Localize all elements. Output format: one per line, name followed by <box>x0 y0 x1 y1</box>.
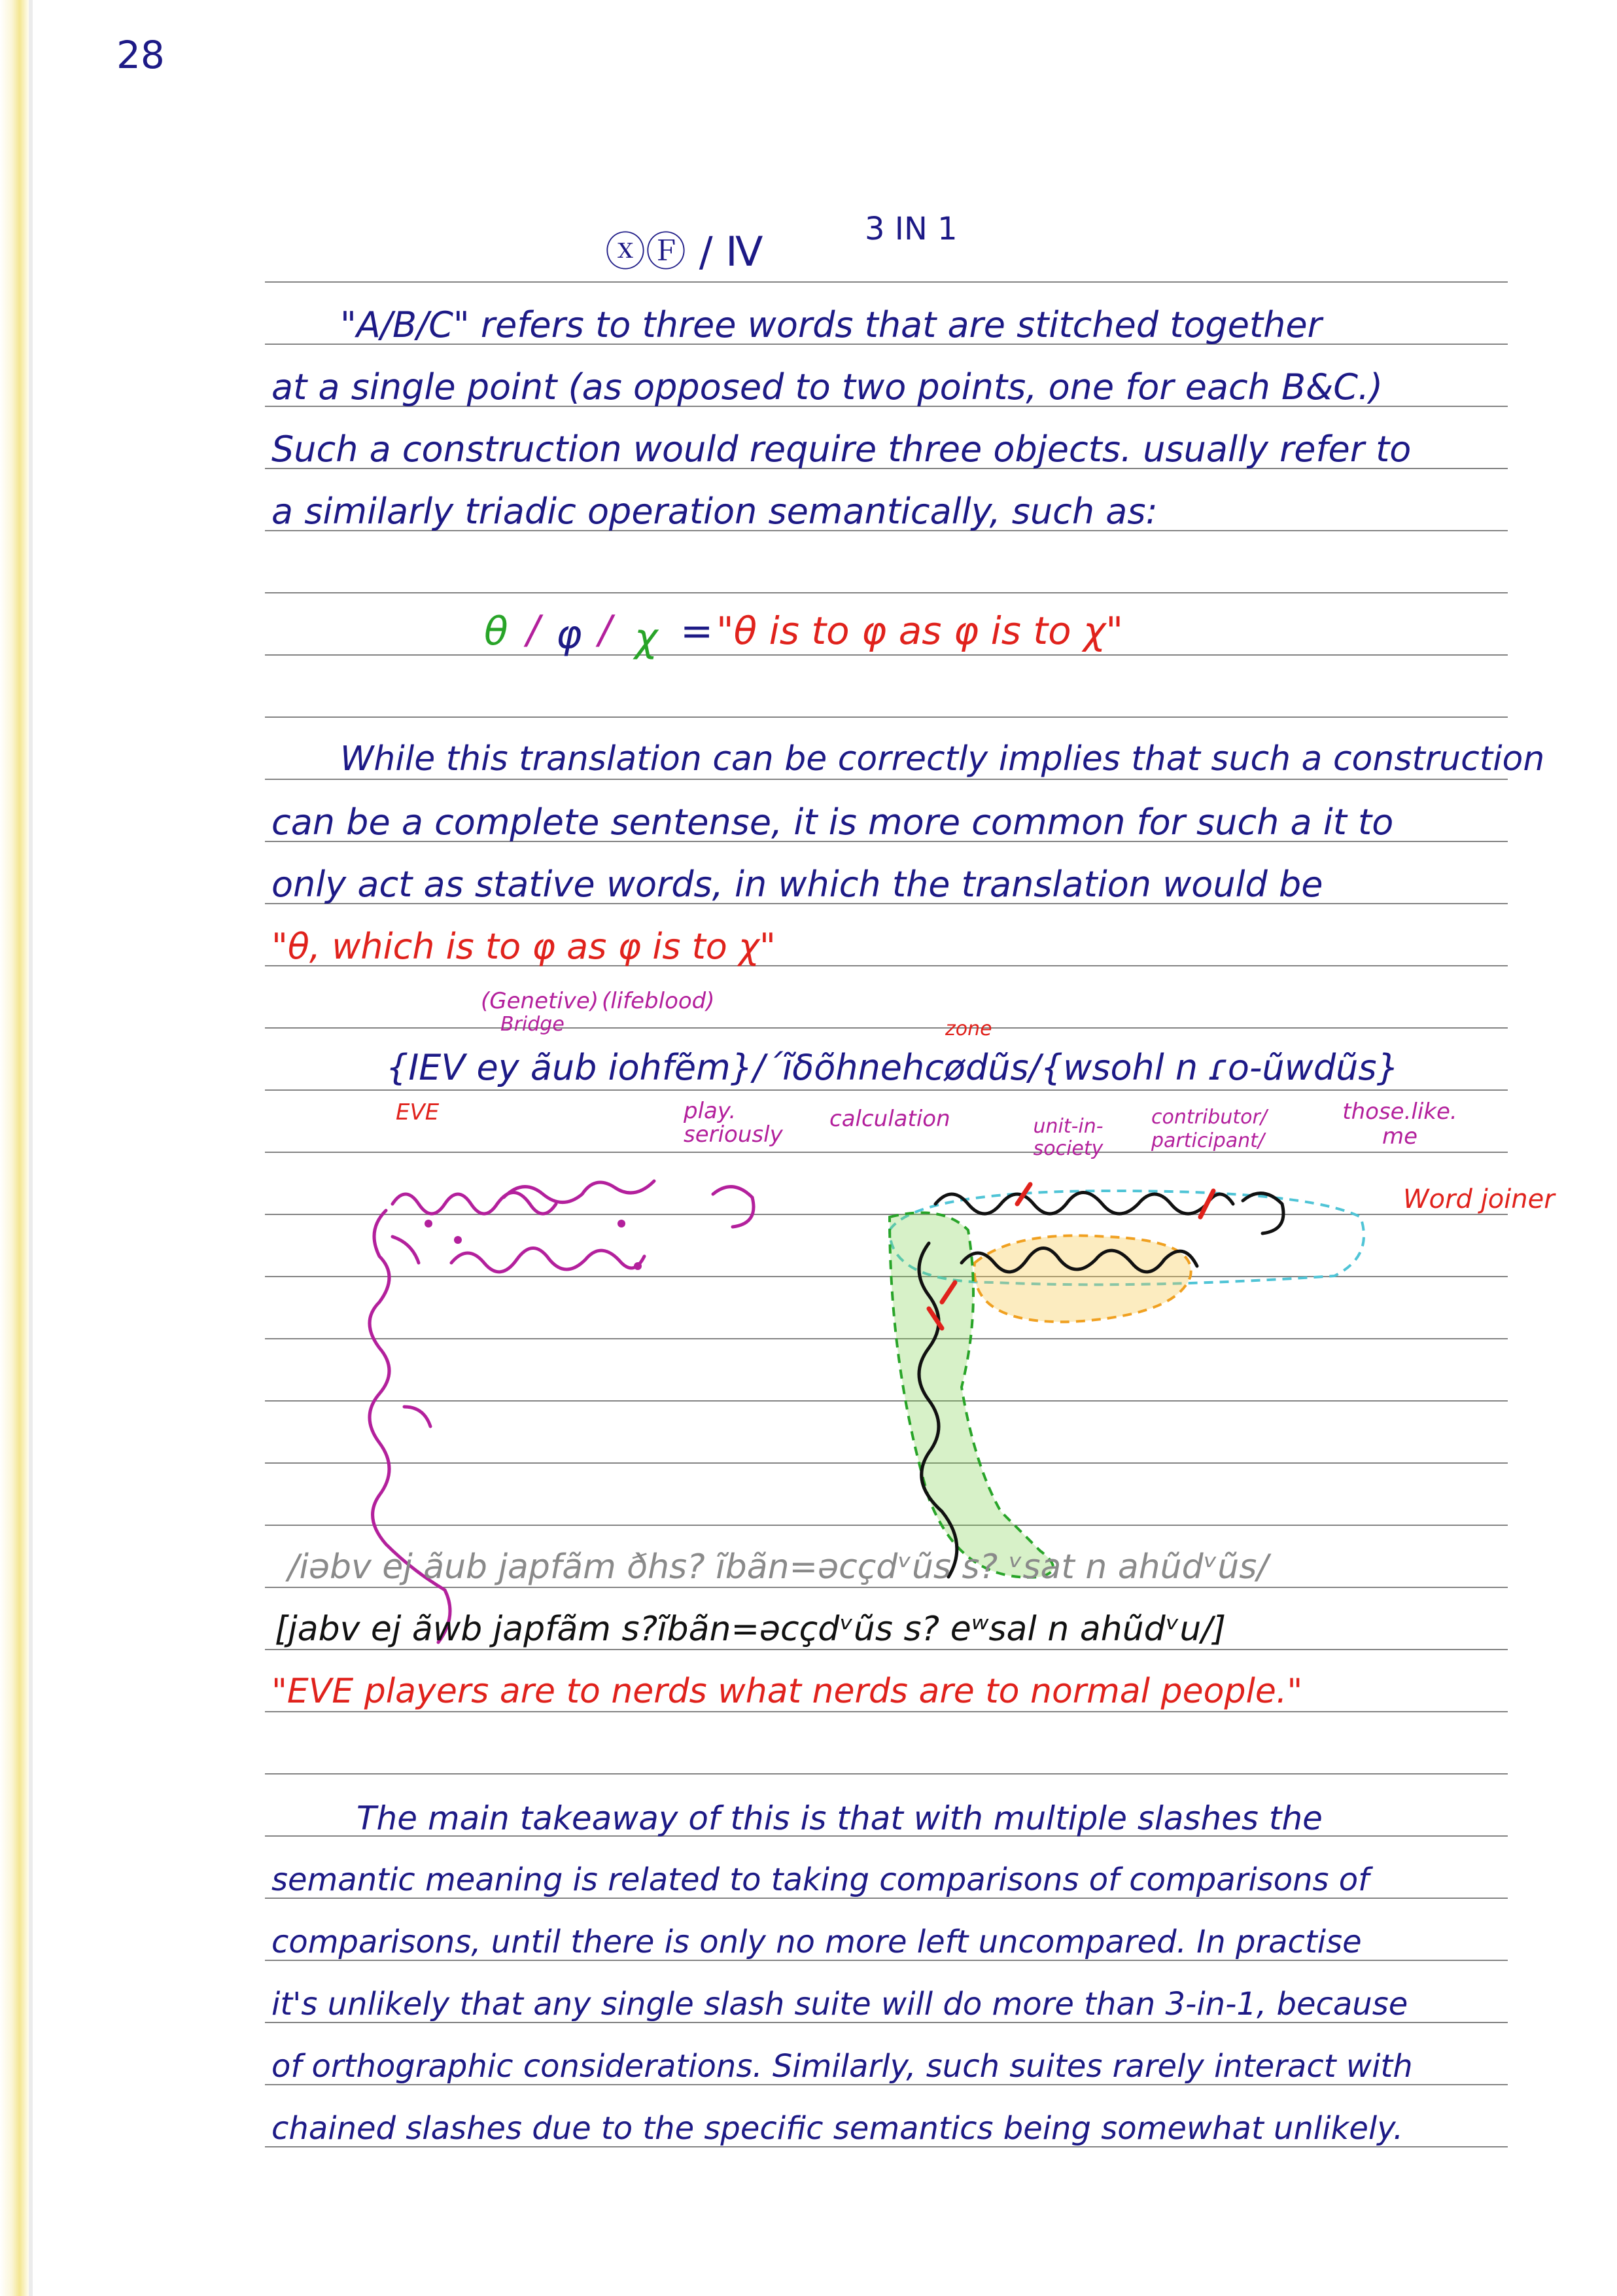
gloss-eve: EVE <box>396 1099 440 1125</box>
page-number: 28 <box>116 33 165 77</box>
gloss-bridge: Bridge <box>500 1013 565 1036</box>
paragraph2-line: While this translation can be correctly implies that such a construction <box>340 739 1545 779</box>
formula-theta: θ <box>484 609 508 654</box>
gloss-unit-in-society: unit-in-society <box>1033 1115 1104 1160</box>
formula-slash: / <box>527 607 540 653</box>
paragraph1-line: Such a construction would require three objects. usually refer to <box>271 429 1412 470</box>
formula-translation: "θ is to φ as φ is to χ" <box>716 609 1124 653</box>
paragraph3-line: semantic meaning is related to taking comparisons of comparisons of <box>271 1862 1370 1898</box>
formula-phi: φ <box>556 612 582 658</box>
formula-equals: = <box>680 609 714 654</box>
paragraph1-line: "A/B/C" refers to three words that are stitched together <box>340 304 1322 345</box>
paragraph1-line: at a single point (as opposed to two points, one for each B&C.) <box>271 366 1383 408</box>
ipa-grey: /iəbv ej ãub japfãm ðhs? ĩbãn=əcçdᵛũs s? ᵛsat n ahũdᵛũs/ <box>288 1547 1268 1587</box>
magenta-dots <box>425 1220 642 1270</box>
paragraph3-line: The main takeaway of this is that with multiple slashes the <box>356 1799 1323 1837</box>
gloss-genetive: (Genetive) <box>481 988 599 1014</box>
transliteration: {IEV ey ãub iohfẽm}/´ĩδõhnehcødũs/{wsohl n ɾo-ũwdũs} <box>386 1047 1399 1088</box>
paragraph3-line: of orthographic considerations. Similarly, such suites rarely interact with <box>271 2048 1413 2085</box>
section-symbols: ⓧⒻ / Ⅳ <box>605 228 763 275</box>
paragraph2-line: only act as stative words, in which the translation would be <box>271 864 1323 905</box>
section-subtitle: 3 IN 1 <box>865 211 958 247</box>
ipa-black: [jabv ej ãwb japfãm s?ĩbãn=əcçdᵛũs s? eʷsal n ahũdᵛu/] <box>275 1610 1226 1649</box>
formula-chi: χ <box>635 615 658 661</box>
gloss-lifeblood: (lifeblood) <box>602 988 715 1014</box>
paragraph3-line: it's unlikely that any single slash suite will do more than 3-in-1, because <box>271 1986 1408 2022</box>
paragraph2-red-translation: "θ, which is to φ as φ is to χ" <box>271 926 776 967</box>
paragraph3-line: comparisons, until there is only no more left uncompared. In practise <box>271 1924 1362 1960</box>
paragraph2-line: can be a complete sentense, it is more common for such a it to <box>271 802 1394 843</box>
formula-slash: / <box>599 607 612 653</box>
gloss-calculation: calculation <box>829 1106 950 1132</box>
hatched-regions <box>890 1191 1364 1578</box>
gloss-zone: zone <box>945 1017 992 1040</box>
paragraph1-line: a similarly triadic operation semantically, such as: <box>271 491 1158 532</box>
word-joiner-label: Word joiner <box>1403 1184 1555 1214</box>
gloss-play-seriously: play. seriously <box>684 1098 783 1148</box>
translation-red: "EVE players are to nerds what nerds are to normal people." <box>271 1672 1303 1711</box>
gloss-contributor: contributor/ participant/ <box>1151 1106 1267 1152</box>
paragraph3-line: chained slashes due to the specific semantics being somewhat unlikely. <box>271 2110 1404 2147</box>
gloss-those-like-me: those.like. me <box>1342 1099 1457 1150</box>
